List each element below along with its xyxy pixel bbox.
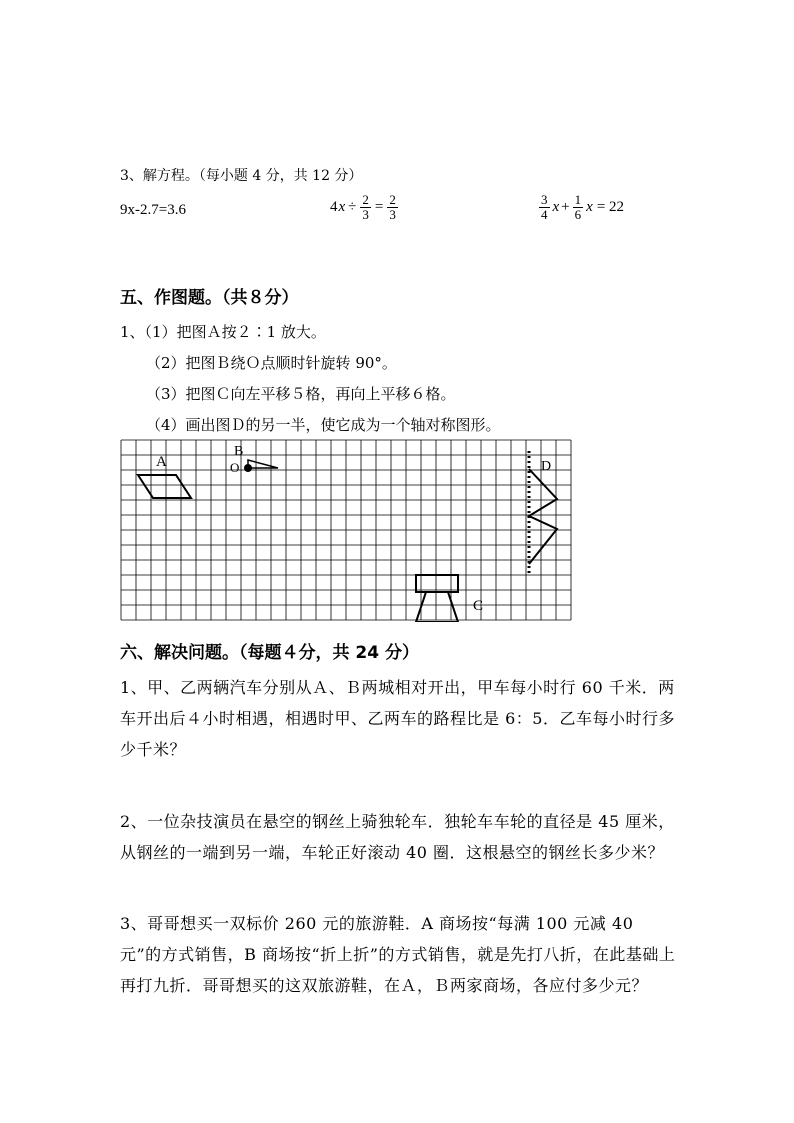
figure-c-trapezoid: [416, 592, 458, 622]
equation-2: [330, 193, 400, 222]
eq3-f1-denominator: 4: [541, 207, 548, 222]
eq3-rhs: = 22: [596, 199, 625, 215]
eq2-op: ÷: [348, 199, 357, 215]
label-a: A: [156, 454, 167, 470]
eq2-f2-denominator: 3: [389, 207, 396, 222]
eq3-var-2: x: [586, 199, 593, 215]
problem-2: 2、一位杂技演员在悬空的钢丝上骑独轮车．独轮车车轮的直径是 45 厘米，从钢丝的一端到另一端，车轮正好滚动 40 圈．这根悬空的钢丝长多少米？: [120, 812, 675, 862]
section-6-heading: 六、解决问题。（每题４分，共 24 分）: [120, 643, 419, 663]
eq3-var-1: x: [552, 199, 560, 215]
eq3-plus: +: [561, 199, 570, 215]
equation-3: [537, 193, 624, 222]
label-c: C: [473, 598, 484, 614]
drawing-question-4: （4）画出图Ｄ的另一半，使它成为一个轴对称图形。: [146, 416, 501, 434]
figure-b-triangle: [248, 460, 278, 468]
figure-c-rectangle: [416, 575, 458, 592]
eq3-fraction-2: [573, 193, 584, 222]
figure-a: [138, 454, 191, 498]
equation-section-title: 3、解方程。（每小题 4 分，共 12 分）: [120, 168, 363, 184]
label-b: B: [234, 444, 244, 459]
eq3-fraction-1: [539, 193, 550, 222]
eq2-lead: 4: [330, 199, 338, 215]
figure-d-half: [529, 469, 557, 564]
drawing-grid: [120, 439, 572, 622]
eq3-f1-numerator: 3: [541, 192, 548, 207]
eq2-f2-numerator: 2: [389, 192, 396, 207]
eq2-f1-denominator: 3: [362, 207, 369, 222]
figure-d: [529, 451, 557, 574]
grid-lines: [121, 440, 571, 620]
drawing-question-3: （3）把图Ｃ向左平移５格，再向上平移６格。: [146, 385, 456, 403]
drawing-question-1: 1、（1）把图Ａ按２∶1 放大。: [120, 323, 326, 341]
eq3-f2-numerator: 1: [574, 192, 582, 207]
label-o: O: [230, 460, 240, 475]
eq2-var: x: [338, 199, 346, 215]
label-d: D: [541, 459, 552, 474]
eq2-fraction-2: [387, 193, 398, 222]
eq2-equals: =: [374, 199, 384, 215]
figure-a-parallelogram: [138, 475, 191, 498]
equation-1: 9x-2.7=3.6: [120, 202, 186, 218]
eq2-fraction-1: [360, 193, 371, 222]
eq2-f1-numerator: 2: [362, 192, 369, 207]
eq3-f2-denominator: 6: [574, 207, 582, 222]
section-5-heading: 五、作图题。（共８分）: [120, 288, 299, 308]
problem-1: 1、甲、乙两辆汽车分别从Ａ、Ｂ两城相对开出，甲车每小时行 60 千米．两车开出后４小时相遇，相遇时甲、乙两车的路程比是 6：5．乙车每小时行多少千米？: [120, 678, 675, 759]
drawing-question-2: （2）把图Ｂ绕Ｏ点顺时针旋转 90°。: [146, 354, 397, 372]
figure-c: [416, 575, 483, 622]
point-o: [244, 464, 252, 472]
problem-3: 3、哥哥想买一双标价 260 元的旅游鞋．A 商场按“每满 100 元减 40 元”的方式销售，B 商场按“折上折”的方式销售，就是先打八折，在此基础上再打九折．哥哥想买的这双旅游鞋，在Ａ，Ｂ两家商场，各应付多少元？: [120, 914, 676, 995]
